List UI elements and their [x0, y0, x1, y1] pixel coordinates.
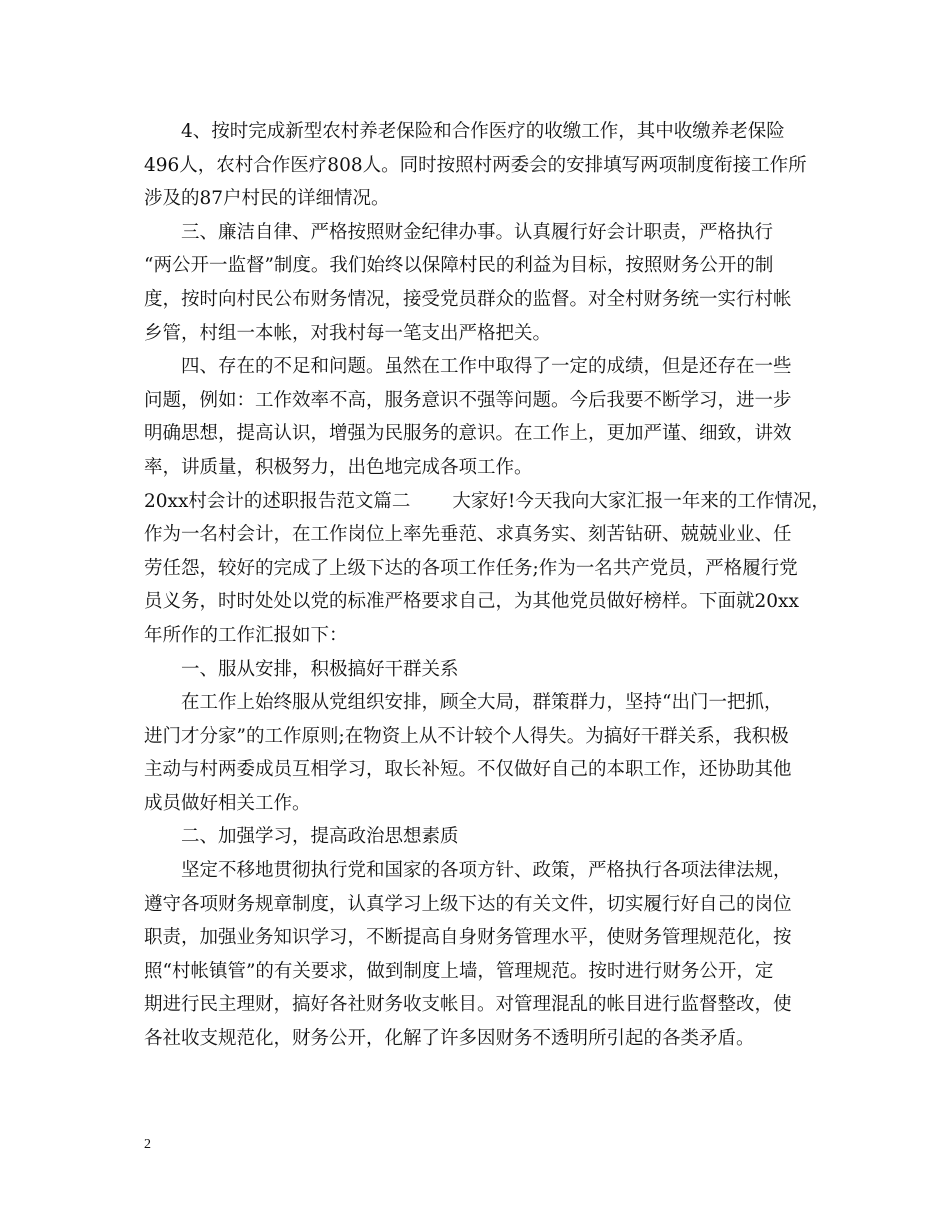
text-line: 乡管，村组一本帐，对我村每一笔支出严格把关。	[144, 322, 552, 344]
section-heading-line	[144, 485, 830, 519]
text-line: 问题，例如：工作效率不高，服务意识不强等问题。今后我要不断学习，进一步	[144, 389, 792, 411]
section-title: 20xx村会计的述职报告范文篇二	[144, 490, 411, 512]
greeting-text: 大家好!今天我向大家汇报一年来的工作情况，	[452, 490, 830, 512]
text-line: 期进行民主理财，搞好各社财务收支帐目。对管理混乱的帐目进行监督整改，使	[144, 994, 792, 1016]
text-line: 率，讲质量，积极努力，出色地完成各项工作。	[144, 456, 533, 478]
text-line: 成员做好相关工作。	[144, 792, 311, 814]
subheading-line: 二、加强学习，提高政治思想素质	[181, 826, 459, 848]
text-line: 度，按时向村民公布财务情况，接受党员群众的监督。对全村财务统一实行村帐	[144, 288, 792, 310]
subheading-line: 一、服从安排，积极搞好干群关系	[181, 658, 459, 680]
text-line: 劳任怨，较好的完成了上级下达的各项工作任务;作为一名共产党员，严格履行党	[144, 557, 798, 579]
text-line: 4、按时完成新型农村养老保险和合作医疗的收缴工作，其中收缴养老保险	[181, 121, 785, 142]
text-line: 主动与村两委成员互相学习，取长补短。不仅做好自己的本职工作，还协助其他	[144, 759, 792, 781]
text-line: 遵守各项财务规章制度，认真学习上级下达的有关文件，切实履行好自己的岗位	[144, 893, 792, 915]
text-line: 进门才分家”的工作原则;在物资上从不计较个人得失。为搞好干群关系，我积极	[144, 725, 789, 747]
text-line: 涉及的87户村民的详细情况。	[144, 188, 390, 210]
text-line: 年所作的工作汇报如下：	[144, 624, 348, 646]
text-line: 作为一名村会计，在工作岗位上率先垂范、求真务实、刻苦钻研、兢兢业业、任	[144, 524, 792, 546]
text-line: 坚定不移地贯彻执行党和国家的各项方针、政策，严格执行各项法律法规，	[181, 860, 792, 882]
text-line: 明确思想，提高认识，增强为民服务的意识。在工作上，更加严谨、细致，讲效	[144, 423, 792, 445]
text-line: “两公开一监督”制度。我们始终以保障村民的利益为目标，按照财务公开的制	[144, 255, 774, 277]
document-body	[144, 115, 830, 1056]
text-line: 四、存在的不足和问题。虽然在工作中取得了一定的成绩，但是还存在一些	[181, 356, 792, 378]
text-line: 在工作上始终服从党组织安排，顾全大局，群策群力，坚持“出门一把抓，	[181, 692, 783, 714]
text-line: 496人，农村合作医疗808人。同时按照村两委会的安排填写两项制度衔接工作所	[144, 154, 807, 176]
text-line: 照“村帐镇管”的有关要求，做到制度上墙，管理规范。按时进行财务公开，定	[144, 960, 774, 982]
text-line: 各社收支规范化，财务公开，化解了许多因财务不透明所引起的各类矛盾。	[144, 1028, 755, 1050]
text-line: 三、廉洁自律、严格按照财金纪律办事。认真履行好会计职责，严格执行	[181, 221, 774, 243]
text-line: 职责，加强业务知识学习，不断提高自身财务管理水平，使财务管理规范化，按	[144, 927, 792, 949]
page-number: 2	[144, 1137, 151, 1152]
text-line: 员义务，时时处处以党的标准严格要求自己，为其他党员做好榜样。下面就20xx	[144, 591, 799, 613]
